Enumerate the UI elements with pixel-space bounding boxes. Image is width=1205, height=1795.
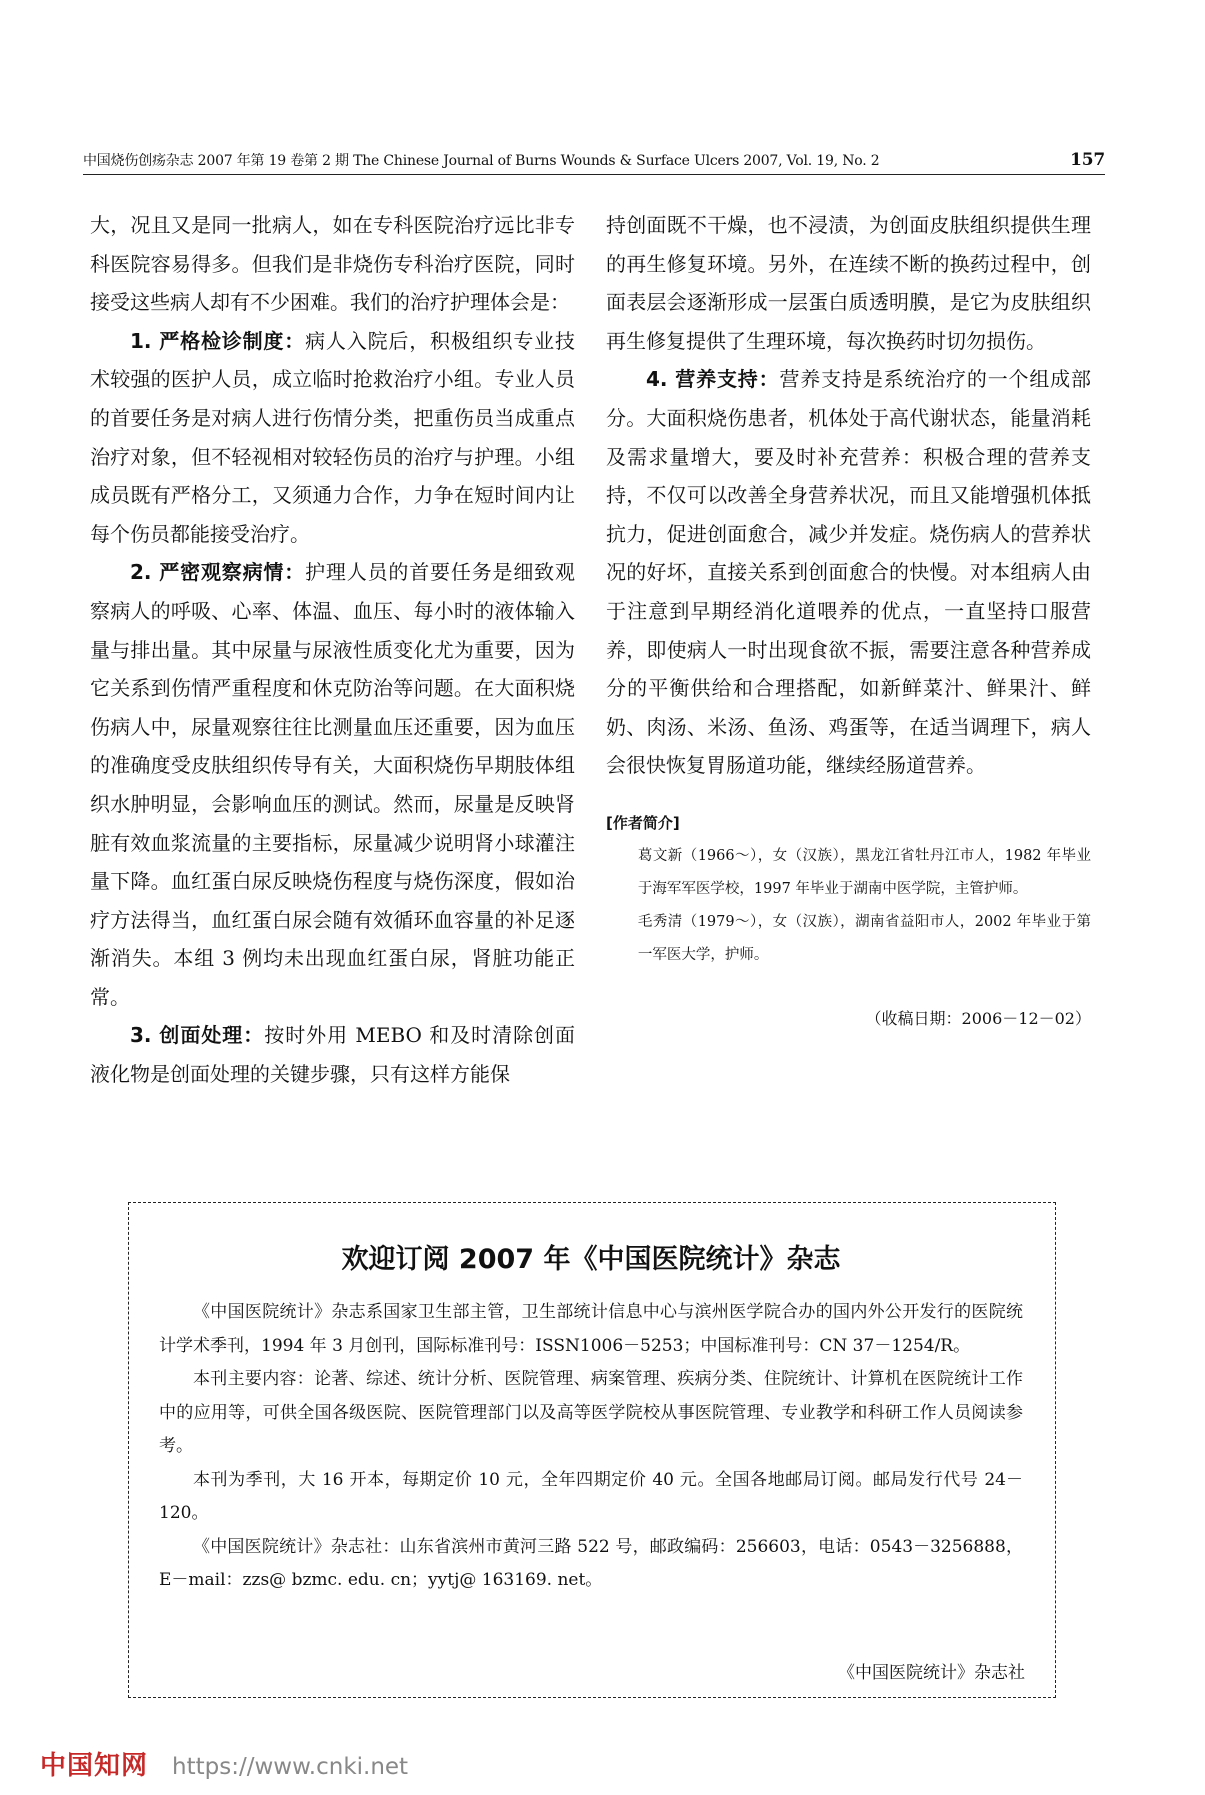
section-4 — [606, 360, 1091, 785]
ad-title: 欢迎订阅 2007 年《中国医院统计》杂志 — [341, 1244, 841, 1275]
ad-paragraph: 本刊主要内容：论著、综述、统计分析、医院管理、病案管理、疾病分类、住院统计、计算机在医院统计工作中的应用等，可供全国各级医院、医院管理部门以及高等医学院校从事医院管理、专业教学和科研工作人员阅读参考。 — [159, 1369, 1023, 1456]
right-column — [606, 206, 1091, 1039]
section-heading: 2. 严密观察病情： — [130, 560, 306, 585]
received-date: （收稿日期：2006－12－02） — [865, 1008, 1091, 1028]
section-text: 按时外用 MEBO 和及时清除创面液化物是创面处理的关键步骤，只有这样方能保 — [90, 1023, 575, 1087]
section-heading: 4. 营养支持： — [646, 367, 780, 392]
section-text: 营养支持是系统治疗的一个组成部分。大面积烧伤患者，机体处于高代谢状态，能量消耗及需求量增大，要及时补充营养：积极合理的营养支持，不仅可以改善全身营养状况，而且又能增强机体抵抗力，促进创面愈合，减少并发症。烧伤病人的营养状况的好坏，直接关系到创面愈合的快慢。对本组病人由于注意到早期经消化道喂养的优点，一直坚持口服营养，即使病人一时出现食欲不振，需要注意各种营养成分的平衡供给和合理搭配，如新鲜菜汁、鲜果汁、鲜奶、肉汤、米汤、鱼汤、鸡蛋等，在适当调理下，病人会很快恢复胃肠道功能，继续经肠道营养。 — [606, 367, 1091, 778]
left-column — [90, 206, 575, 1094]
section-1 — [90, 322, 575, 554]
cnki-logo: 中国知网 — [40, 1751, 149, 1781]
ad-signature: 《中国医院统计》杂志社 — [838, 1663, 1025, 1683]
ad-paragraph: 《中国医院统计》杂志社：山东省滨州市黄河三路 522 号，邮政编码：256603，电话：0543－3256888，E－mail：zzs@ bzmc. edu. cn；yytj@ 163169. net。 — [159, 1536, 1023, 1590]
section-heading: 3. 创面处理： — [130, 1023, 265, 1048]
section-2 — [90, 553, 575, 1016]
running-header — [83, 150, 1105, 175]
section-text: 病人入院后，积极组织专业技术较强的医护人员，成立临时抢救治疗小组。专业人员的首要任务是对病人进行伤情分类，把重伤员当成重点治疗对象，但不轻视相对较轻伤员的治疗与护理。小组成员既有严格分工，又须通力合作，力争在短时间内让每个伤员都能接受治疗。 — [90, 328, 576, 546]
section-heading: 1. 严格检诊制度： — [130, 328, 306, 353]
author-bio: 毛秀清（1979～），女（汉族），湖南省益阳市人，2002 年毕业于第一军医大学，护师。 — [637, 913, 1091, 963]
paragraph: 大，况且又是同一批病人，如在专科医院治疗远比非专科医院容易得多。但我们是非烧伤专科治疗医院，同时接受这些病人却有不少困难。我们的治疗护理体会是： — [90, 213, 575, 315]
ad-paragraph: 《中国医院统计》杂志系国家卫生部主管，卫生部统计信息中心与滨州医学院合办的国内外公开发行的医院统计学术季刊，1994 年 3 月创刊，国际标准刊号：ISSN1006－5253；中国标准刊号：CN 37－1254/R。 — [159, 1302, 1023, 1356]
author-info-title: [作者简介] — [606, 813, 680, 832]
running-title: 中国烧伤创疡杂志 2007 年第 19 卷第 2 期 The Chinese Journal of Burns Wounds & Surface Ulcers 2007, Vol. 19, No. 2 — [83, 153, 880, 169]
ad-paragraph: 本刊为季刊，大 16 开本，每期定价 10 元，全年四期定价 40 元。全国各地邮局订阅。邮局发行代号 24－120。 — [159, 1469, 1023, 1523]
author-info — [606, 807, 1091, 972]
section-3 — [90, 1016, 575, 1093]
subscription-ad-box — [128, 1202, 1056, 1698]
page-number: 157 — [1070, 150, 1105, 170]
cnki-url[interactable]: https://www.cnki.net — [172, 1754, 409, 1780]
paragraph: 持创面既不干燥，也不浸渍，为创面皮肤组织提供生理的再生修复环境。另外，在连续不断的换药过程中，创面表层会逐渐形成一层蛋白质透明膜，是它为皮肤组织再生修复提供了生理环境，每次换药时切勿损伤。 — [606, 213, 1091, 353]
watermark-footer — [40, 1745, 408, 1782]
section-text: 护理人员的首要任务是细致观察病人的呼吸、心率、体温、血压、每小时的液体输入量与排出量。其中尿量与尿液性质变化尤为重要，因为它关系到伤情严重程度和休克防治等问题。在大面积烧伤病人中，尿量观察往往比测量血压还重要，因为血压的准确度受皮肤组织传导有关，大面积烧伤早期肢体组织水肿明显，会影响血压的测试。然而，尿量是反映肾脏有效血浆流量的主要指标，尿量减少说明肾小球灌注量下降。血红蛋白尿反映烧伤程度与烧伤深度，假如治疗方法得当，血红蛋白尿会随有效循环血容量的补足逐渐消失。本组 3 例均未出现血红蛋白尿，肾脏功能正常。 — [90, 560, 576, 1009]
author-bio: 葛文新（1966～），女（汉族），黑龙江省牡丹江市人，1982 年毕业于海军军医学校，1997 年毕业于湖南中医学院，主管护师。 — [637, 847, 1091, 897]
